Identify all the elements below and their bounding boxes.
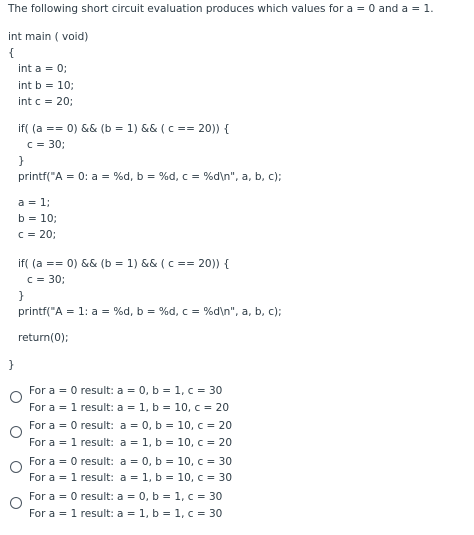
option-value: a = 0, b = 10, c = 30 [120, 456, 233, 468]
option-label: For a = 0 result: [29, 420, 114, 432]
code-line: c = 30; [27, 139, 66, 151]
code-line: if( (a == 0) && (b = 1) && ( c == 20)) { [18, 123, 230, 135]
option-value: a = 1, b = 10, c = 20 [120, 437, 233, 449]
code-line: c = 20; [18, 229, 57, 241]
radio-button[interactable] [10, 461, 22, 473]
code-line: } [8, 359, 15, 371]
code-line: printf("A = 0: a = %d, b = %d, c = %d\n", a, b, c); [18, 171, 282, 183]
option-value: a = 1, b = 10, c = 30 [120, 472, 233, 484]
option-value: a = 0, b = 1, c = 30 [117, 385, 223, 397]
code-line: } [18, 290, 25, 302]
option-label: For a = 1 result: [29, 508, 114, 520]
code-line: if( (a == 0) && (b = 1) && ( c == 20)) { [18, 258, 230, 270]
code-line: printf("A = 1: a = %d, b = %d, c = %d\n", a, b, c); [18, 306, 282, 318]
code-line: b = 10; [18, 213, 58, 225]
question-text: The following short circuit evaluation produces which values for a = 0 and a = 1. [8, 3, 434, 15]
code-line: { [8, 47, 15, 59]
code-line: } [18, 155, 25, 167]
option-label: For a = 1 result: [29, 472, 114, 484]
code-line: int c = 20; [18, 96, 74, 108]
option-label: For a = 0 result: [29, 456, 114, 468]
code-line: int main ( void) [8, 31, 89, 43]
option-label: For a = 1 result: [29, 437, 114, 449]
code-line: a = 1; [18, 197, 51, 209]
option-value: a = 0, b = 10, c = 20 [120, 420, 233, 432]
radio-button[interactable] [10, 497, 22, 509]
option-value: a = 0, b = 1, c = 30 [117, 491, 223, 503]
code-line: return(0); [18, 332, 69, 344]
code-line: int a = 0; [18, 63, 68, 75]
option-label: For a = 0 result: [29, 385, 114, 397]
radio-button[interactable] [10, 391, 22, 403]
code-line: int b = 10; [18, 80, 75, 92]
option-value: a = 1, b = 1, c = 30 [117, 508, 223, 520]
radio-button[interactable] [10, 426, 22, 438]
code-line: c = 30; [27, 274, 66, 286]
option-value: a = 1, b = 10, c = 20 [117, 402, 230, 414]
option-label: For a = 0 result: [29, 491, 114, 503]
option-label: For a = 1 result: [29, 402, 114, 414]
